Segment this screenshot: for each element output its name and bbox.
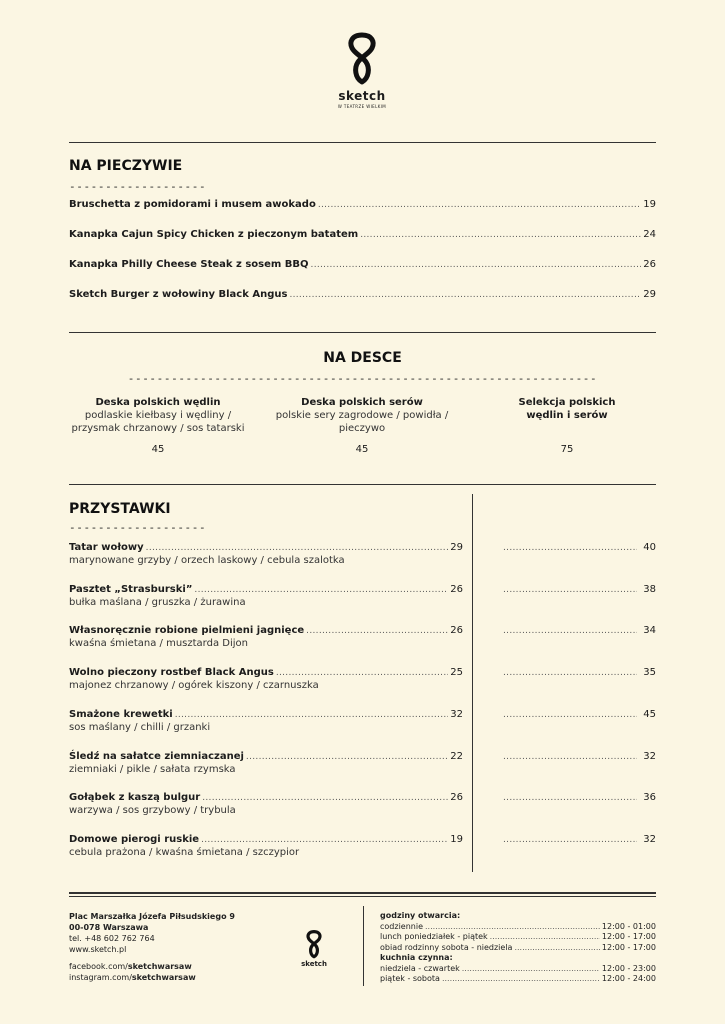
hours-label: piątek - sobota (380, 974, 440, 983)
logo-wordmark: sketch (338, 89, 386, 103)
item-name: Gołąbek z kaszą bulgur (69, 792, 201, 803)
section-title-bread: NA PIECZYWIE (69, 158, 183, 174)
menu-item (69, 584, 463, 595)
dot-leader (514, 943, 599, 954)
dot-leader (318, 200, 641, 210)
item-price-large: 36 (643, 792, 656, 803)
hours-time: 12:00 - 17:00 (601, 942, 656, 952)
hours-label: codziennie (380, 921, 423, 931)
divider (69, 892, 656, 894)
hours-row (380, 943, 656, 954)
section-underline: ------------------- (69, 521, 207, 534)
dot-leader (442, 974, 600, 985)
item-price: 24 (643, 229, 656, 240)
board-desc: przysmak chrzanowy / sos tatarski (71, 423, 245, 434)
section-title-starters: PRZYSTAWKI (69, 501, 171, 517)
item-name: Wolno pieczony rostbef Black Angus (69, 667, 274, 678)
menu-item (69, 542, 463, 553)
footer-hours (380, 911, 656, 985)
item-name: Śledź na sałatce ziemniaczanej (69, 751, 244, 762)
menu-item (69, 625, 463, 636)
hours-label: niedziela - czwartek (380, 963, 460, 973)
divider (69, 142, 656, 143)
dot-leader (146, 543, 449, 553)
item-description: sos maślany / chilli / grzanki (69, 722, 211, 733)
facebook-prefix: facebook.com/ (69, 962, 128, 971)
item-price: 25 (450, 667, 463, 678)
menu-item (69, 229, 656, 240)
menu-item (69, 834, 463, 845)
menu-item (69, 199, 656, 210)
item-price-large: 32 (643, 834, 656, 845)
section-title-boards: NA DESCE (323, 350, 402, 366)
hours-title: godziny otwarcia: (380, 911, 461, 920)
address-city: 00-078 Warszawa (69, 923, 149, 932)
board-name: Selekcja polskich (518, 397, 616, 408)
dot-leader (503, 752, 637, 762)
item-name: Kanapka Philly Cheese Steak z sosem BBQ (69, 259, 309, 270)
item-name: Własnoręcznie robione pielmieni jagnięce (69, 625, 305, 636)
menu-item (69, 792, 463, 803)
hours-row (380, 964, 656, 975)
section-underline: ------------------- (69, 180, 207, 193)
dot-leader (425, 922, 600, 933)
hours-row (380, 922, 656, 933)
menu-item (69, 667, 463, 678)
dot-leader (201, 835, 448, 845)
divider (69, 332, 656, 333)
dot-leader (503, 626, 637, 636)
dot-leader (289, 290, 641, 300)
board-desc: podlaskie kiełbasy i wędliny / (84, 410, 232, 421)
dot-leader (276, 668, 448, 678)
item-name: Bruschetta z pomidorami i musem awokado (69, 199, 316, 210)
board-name: Deska polskich serów (301, 397, 423, 408)
item-price: 32 (450, 709, 463, 720)
item-description: majonez chrzanowy / ogórek kiszony / czarnuszka (69, 680, 319, 691)
item-price-large: 32 (643, 751, 656, 762)
item-name: Pasztet „Strasburski” (69, 584, 193, 595)
sketch-logo-icon (304, 930, 324, 960)
item-price: 26 (450, 792, 463, 803)
menu-item (69, 259, 656, 270)
menu-item-large (503, 667, 656, 678)
instagram-prefix: instagram.com/ (69, 973, 132, 982)
board-item (266, 396, 458, 456)
menu-item (69, 289, 656, 300)
item-price-large: 40 (643, 542, 656, 553)
item-name: Tatar wołowy (69, 542, 144, 553)
dot-leader (503, 668, 637, 678)
item-price-large: 34 (643, 625, 656, 636)
board-price: 45 (151, 444, 165, 455)
dot-leader (360, 230, 641, 240)
dot-leader (503, 585, 637, 595)
item-description: bułka maślana / gruszka / żurawina (69, 597, 246, 608)
item-price: 26 (450, 584, 463, 595)
board-desc: polskie sery zagrodowe / powidła / (275, 410, 449, 421)
item-price: 26 (643, 259, 656, 270)
hours-time: 12:00 - 17:00 (601, 932, 656, 941)
dot-leader (202, 793, 448, 803)
item-price: 22 (450, 751, 463, 762)
footer-divider (363, 906, 364, 986)
item-name: Kanapka Cajun Spicy Chicken z pieczonym batatem (69, 229, 359, 240)
menu-item-large (503, 625, 656, 636)
dot-leader (194, 585, 448, 595)
item-name: Domowe pierogi ruskie (69, 834, 200, 845)
footer-address (69, 911, 309, 983)
logo (312, 32, 412, 109)
dot-leader (503, 543, 637, 553)
item-price: 29 (450, 542, 463, 553)
item-price-large: 45 (643, 709, 656, 720)
board-desc (471, 422, 663, 435)
dot-leader (306, 626, 448, 636)
item-description: ziemniaki / pikle / sałata rzymska (69, 764, 236, 775)
menu-item-large (503, 709, 656, 720)
menu-item (69, 709, 463, 720)
hours-row (380, 932, 656, 943)
board-price: 75 (560, 444, 574, 455)
board-price: 45 (355, 444, 369, 455)
board-desc: pieczywo (338, 423, 386, 434)
dot-leader (503, 835, 637, 845)
hours-label: obiad rodzinny sobota - niedziela (380, 942, 513, 952)
item-name: Smażone krewetki (69, 709, 173, 720)
item-price: 26 (450, 625, 463, 636)
instagram-handle: sketchwarsaw (131, 973, 196, 982)
kitchen-title: kuchnia czynna: (380, 953, 453, 962)
item-price: 29 (643, 289, 656, 300)
footer-logo (296, 930, 332, 968)
board-item (471, 396, 663, 456)
item-description: warzywa / sos grzybowy / trybula (69, 805, 236, 816)
hours-label: lunch poniedziałek - piątek (380, 932, 488, 941)
item-price-large: 38 (643, 584, 656, 595)
item-price: 19 (450, 834, 463, 845)
dot-leader (462, 964, 600, 975)
divider (69, 896, 656, 897)
dot-leader (503, 793, 637, 803)
hours-time: 12:00 - 01:00 (601, 921, 656, 931)
hours-time: 12:00 - 24:00 (601, 974, 656, 983)
address-street: Plac Marszałka Józefa Piłsudskiego 9 (69, 912, 235, 921)
footer-logo-wordmark: sketch (301, 960, 327, 968)
divider (69, 484, 656, 485)
phone[interactable]: tel. +48 602 762 764 (69, 934, 155, 943)
sketch-logo-icon (344, 32, 380, 88)
facebook-link[interactable] (69, 961, 309, 972)
item-price-large: 35 (643, 667, 656, 678)
board-item (62, 396, 254, 456)
item-description: cebula prażona / kwaśna śmietana / szczypior (69, 847, 300, 858)
dot-leader (175, 710, 449, 720)
dot-leader (490, 932, 600, 943)
menu-item (69, 751, 463, 762)
logo-subtitle: W TEATRZE WIELKIM (337, 104, 387, 109)
dot-leader (246, 752, 448, 762)
hours-row (380, 974, 656, 985)
item-name: Sketch Burger z wołowiny Black Angus (69, 289, 288, 300)
item-price: 19 (643, 199, 656, 210)
section-underline: ----------------------------------------------------------------- (127, 372, 598, 385)
instagram-link[interactable] (69, 972, 309, 983)
board-name: wędlin i serów (526, 410, 608, 421)
board-name: Deska polskich wędlin (95, 397, 221, 408)
menu-item-large (503, 792, 656, 803)
item-description: marynowane grzyby / orzech laskowy / cebula szalotka (69, 555, 345, 566)
item-description: kwaśna śmietana / musztarda Dijon (69, 638, 248, 649)
hours-time: 12:00 - 23:00 (601, 963, 656, 973)
menu-item-large (503, 834, 656, 845)
column-divider (472, 494, 473, 872)
facebook-handle: sketchwarsaw (127, 962, 192, 971)
website-link[interactable]: www.sketch.pl (69, 945, 127, 954)
menu-item-large (503, 751, 656, 762)
dot-leader (311, 260, 642, 270)
menu-item-large (503, 542, 656, 553)
menu-item-large (503, 584, 656, 595)
dot-leader (503, 710, 637, 720)
